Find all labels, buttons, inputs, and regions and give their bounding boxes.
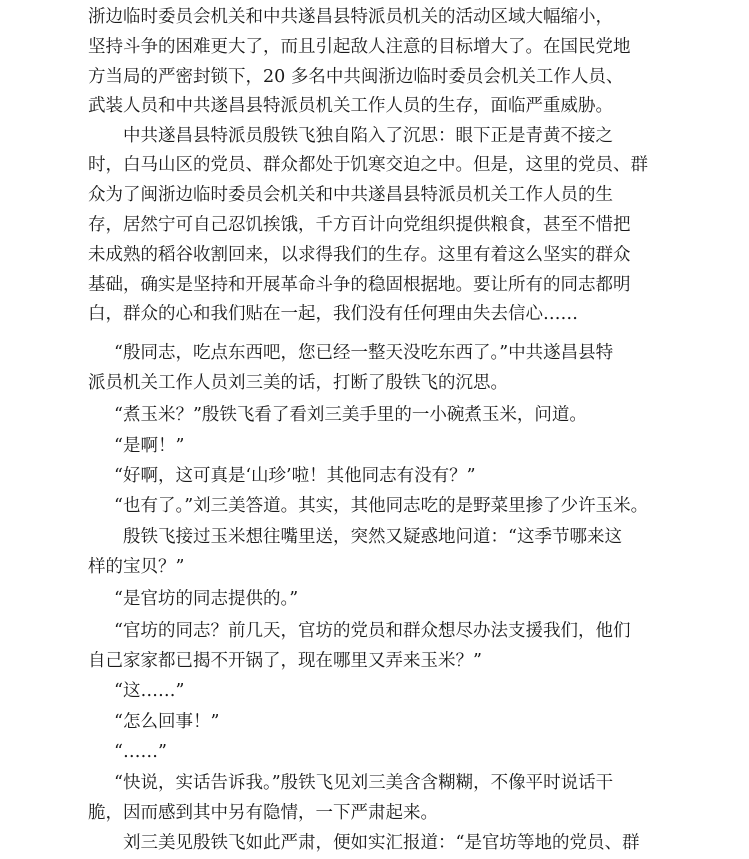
text-line: 武装人员和中共遂昌县特派员机关工作人员的生存，面临严重威胁。 xyxy=(88,96,613,116)
text-line: 中共遂昌县特派员殷铁飞独自陷入了沉思：眼下正是青黄不接之 xyxy=(123,126,613,146)
text-line: 时，白马山区的党员、群众都处于饥寒交迫之中。但是，这里的党员、群 xyxy=(88,155,648,175)
text-line: 刘三美见殷铁飞如此严肃，便如实汇报道：“是官坊等地的党员、群 xyxy=(123,833,640,853)
text-line: 方当局的严密封锁下，20 多名中共闽浙边临时委员会机关工作人员、 xyxy=(88,67,624,87)
text-line: “怎么回事！” xyxy=(114,712,220,732)
text-line: 脆，因而感到其中另有隐情，一下严肃起来。 xyxy=(88,803,438,823)
text-line: 坚持斗争的困难更大了，而且引起敌人注意的目标增大了。在国民党地 xyxy=(88,37,631,57)
text-line: “是官坊的同志提供的。” xyxy=(114,589,299,609)
text-line: 殷铁飞接过玉米想往嘴里送，突然又疑惑地问道：“这季节哪来这 xyxy=(123,527,622,547)
text-line: “是啊！” xyxy=(114,436,185,456)
text-line: 未成熟的稻谷收割回来，以求得我们的生存。这里有着这么坚实的群众 xyxy=(88,245,631,265)
text-line: “好啊，这可真是‘山珍’啦！其他同志有没有？” xyxy=(114,466,476,486)
text-line: “这……” xyxy=(114,681,185,701)
text-line: 样的宝贝？” xyxy=(88,557,185,577)
text-line: “快说，实话告诉我。”殷铁飞见刘三美含含糊糊，不像平时说话干 xyxy=(114,773,614,793)
text-line: “殷同志，吃点东西吧，您已经一整天没吃东西了。”中共遂昌县特 xyxy=(114,343,614,363)
text-line: 存，居然宁可自己忍饥挨饿，千方百计向党组织提供粮食，甚至不惜把 xyxy=(88,215,631,235)
text-line: 浙边临时委员会机关和中共遂昌县特派员机关的活动区域大幅缩小， xyxy=(88,7,613,27)
text-line: “官坊的同志？前几天，官坊的党员和群众想尽办法支援我们，他们 xyxy=(114,621,631,641)
text-line: 自己家家都已揭不开锅了，现在哪里又弄来玉米？” xyxy=(88,651,482,671)
text-line: “……” xyxy=(114,742,167,762)
text-line: 众为了闽浙边临时委员会机关和中共遂昌县特派员机关工作人员的生 xyxy=(88,185,613,205)
text-line: “也有了。”刘三美答道。其实，其他同志吃的是野菜里掺了少许玉米。 xyxy=(114,496,649,516)
text-line: 基础，确实是坚持和开展革命斗争的稳固根据地。要让所有的同志都明 xyxy=(88,275,631,295)
text-line: 派员机关工作人员刘三美的话，打断了殷铁飞的沉思。 xyxy=(88,373,508,393)
text-line: “煮玉米？”殷铁飞看了看刘三美手里的一小碗煮玉米，问道。 xyxy=(114,405,587,425)
text-line: 白，群众的心和我们贴在一起，我们没有任何理由失去信心…… xyxy=(88,304,578,324)
